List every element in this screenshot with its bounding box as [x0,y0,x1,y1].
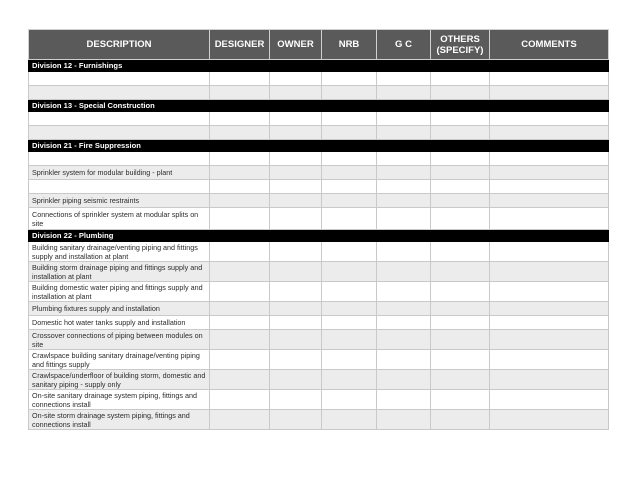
designer-cell[interactable] [210,370,270,390]
comments-cell[interactable] [490,86,609,100]
owner-cell[interactable] [270,410,322,430]
description-cell: Connections of sprinkler system at modular splits on site [29,208,210,230]
designer-cell[interactable] [210,152,270,166]
description-cell: Crawlspace building sanitary drainage/venting piping and fittings supply [29,350,210,370]
description-cell: Crawlspace/underfloor of building storm, domestic and sanitary piping - supply only [29,370,210,390]
designer-cell[interactable] [210,208,270,230]
gc-cell[interactable] [377,194,431,208]
nrb-cell[interactable] [322,302,377,316]
table-row [29,316,609,330]
comments-cell[interactable] [490,208,609,230]
division-title: Division 21 - Fire Suppression [29,140,609,152]
table-row [29,152,609,166]
nrb-cell[interactable] [322,72,377,86]
designer-cell[interactable] [210,72,270,86]
designer-cell[interactable] [210,282,270,302]
designer-cell[interactable] [210,262,270,282]
table-row [29,126,609,140]
gc-cell[interactable] [377,72,431,86]
division-title: Division 22 - Plumbing [29,230,609,242]
owner-cell[interactable] [270,72,322,86]
others-cell[interactable] [431,166,490,180]
description-cell: Building sanitary drainage/venting piping and fittings supply and installation at plant [29,242,210,262]
others-cell[interactable] [431,262,490,282]
table-row [29,208,609,230]
designer-cell[interactable] [210,180,270,194]
designer-cell[interactable] [210,350,270,370]
others-cell[interactable] [431,330,490,350]
division-header-row [29,60,609,72]
nrb-cell[interactable] [322,180,377,194]
comments-cell[interactable] [490,194,609,208]
description-cell [29,180,210,194]
gc-cell[interactable] [377,180,431,194]
table-row [29,330,609,350]
comments-cell[interactable] [490,330,609,350]
owner-cell[interactable] [270,152,322,166]
division-header-row [29,140,609,152]
table-row [29,370,609,390]
designer-cell[interactable] [210,86,270,100]
others-cell[interactable] [431,242,490,262]
table-row [29,180,609,194]
comments-cell[interactable] [490,262,609,282]
description-cell [29,152,210,166]
owner-cell[interactable] [270,302,322,316]
table-row [29,302,609,316]
header-gc: G C [377,30,431,60]
owner-cell[interactable] [270,194,322,208]
nrb-cell[interactable] [322,112,377,126]
comments-cell[interactable] [490,302,609,316]
owner-cell[interactable] [270,282,322,302]
designer-cell[interactable] [210,166,270,180]
gc-cell[interactable] [377,242,431,262]
nrb-cell[interactable] [322,370,377,390]
table-row [29,262,609,282]
comments-cell[interactable] [490,282,609,302]
header-comments: COMMENTS [490,30,609,60]
owner-cell[interactable] [270,166,322,180]
comments-cell[interactable] [490,316,609,330]
comments-cell[interactable] [490,410,609,430]
comments-cell[interactable] [490,152,609,166]
others-cell[interactable] [431,126,490,140]
header-nrb: NRB [322,30,377,60]
description-cell: Plumbing fixtures supply and installation [29,302,210,316]
owner-cell[interactable] [270,180,322,194]
header-description: DESCRIPTION [29,30,210,60]
nrb-cell[interactable] [322,208,377,230]
nrb-cell[interactable] [322,194,377,208]
owner-cell[interactable] [270,242,322,262]
table-row [29,112,609,126]
table-row [29,390,609,410]
others-cell[interactable] [431,350,490,370]
owner-cell[interactable] [270,208,322,230]
description-cell: Building domestic water piping and fittings supply and installation at plant [29,282,210,302]
comments-cell[interactable] [490,390,609,410]
designer-cell[interactable] [210,242,270,262]
designer-cell[interactable] [210,194,270,208]
table-row [29,242,609,262]
others-cell[interactable] [431,112,490,126]
nrb-cell[interactable] [322,86,377,100]
nrb-cell[interactable] [322,390,377,410]
gc-cell[interactable] [377,302,431,316]
nrb-cell[interactable] [322,330,377,350]
gc-cell[interactable] [377,390,431,410]
header-designer: DESIGNER [210,30,270,60]
nrb-cell[interactable] [322,350,377,370]
gc-cell[interactable] [377,126,431,140]
others-cell[interactable] [431,302,490,316]
designer-cell[interactable] [210,330,270,350]
division-header-row [29,100,609,112]
owner-cell[interactable] [270,262,322,282]
others-cell[interactable] [431,316,490,330]
owner-cell[interactable] [270,112,322,126]
gc-cell[interactable] [377,410,431,430]
others-cell[interactable] [431,410,490,430]
nrb-cell[interactable] [322,152,377,166]
description-cell [29,72,210,86]
comments-cell[interactable] [490,72,609,86]
nrb-cell[interactable] [322,282,377,302]
comments-cell[interactable] [490,370,609,390]
comments-cell[interactable] [490,112,609,126]
gc-cell[interactable] [377,166,431,180]
others-cell[interactable] [431,72,490,86]
nrb-cell[interactable] [322,410,377,430]
owner-cell[interactable] [270,370,322,390]
comments-cell[interactable] [490,126,609,140]
description-cell: On-site storm drainage system piping, fittings and connections install [29,410,210,430]
designer-cell[interactable] [210,316,270,330]
table-row [29,350,609,370]
comments-cell[interactable] [490,180,609,194]
table-row [29,410,609,430]
comments-cell[interactable] [490,350,609,370]
owner-cell[interactable] [270,126,322,140]
nrb-cell[interactable] [322,242,377,262]
table-row [29,166,609,180]
owner-cell[interactable] [270,86,322,100]
gc-cell[interactable] [377,86,431,100]
description-cell: Sprinkler system for modular building - plant [29,166,210,180]
description-cell: Sprinkler piping seismic restraints [29,194,210,208]
others-cell[interactable] [431,180,490,194]
designer-cell[interactable] [210,390,270,410]
description-cell: Domestic hot water tanks supply and installation [29,316,210,330]
division-header-row [29,230,609,242]
description-cell: Crossover connections of piping between modules on site [29,330,210,350]
division-title: Division 13 - Special Construction [29,100,609,112]
others-cell[interactable] [431,86,490,100]
gc-cell[interactable] [377,152,431,166]
table-row [29,86,609,100]
owner-cell[interactable] [270,350,322,370]
gc-cell[interactable] [377,112,431,126]
division-title: Division 12 - Furnishings [29,60,609,72]
header-row [29,30,609,60]
description-cell: On-site sanitary drainage system piping, fittings and connections install [29,390,210,410]
gc-cell[interactable] [377,350,431,370]
table-row [29,194,609,208]
table-row [29,282,609,302]
nrb-cell[interactable] [322,262,377,282]
description-cell [29,126,210,140]
gc-cell[interactable] [377,316,431,330]
designer-cell[interactable] [210,126,270,140]
gc-cell[interactable] [377,282,431,302]
responsibility-matrix-table [28,29,609,430]
owner-cell[interactable] [270,316,322,330]
gc-cell[interactable] [377,370,431,390]
header-others: OTHERS (SPECIFY) [431,30,490,60]
others-cell[interactable] [431,370,490,390]
nrb-cell[interactable] [322,126,377,140]
nrb-cell[interactable] [322,316,377,330]
designer-cell[interactable] [210,410,270,430]
gc-cell[interactable] [377,262,431,282]
others-cell[interactable] [431,390,490,410]
gc-cell[interactable] [377,208,431,230]
comments-cell[interactable] [490,242,609,262]
owner-cell[interactable] [270,390,322,410]
nrb-cell[interactable] [322,166,377,180]
others-cell[interactable] [431,208,490,230]
description-cell [29,86,210,100]
others-cell[interactable] [431,194,490,208]
description-cell: Building storm drainage piping and fittings supply and installation at plant [29,262,210,282]
designer-cell[interactable] [210,112,270,126]
header-owner: OWNER [270,30,322,60]
designer-cell[interactable] [210,302,270,316]
comments-cell[interactable] [490,166,609,180]
owner-cell[interactable] [270,330,322,350]
gc-cell[interactable] [377,330,431,350]
others-cell[interactable] [431,282,490,302]
description-cell [29,112,210,126]
table-row [29,72,609,86]
others-cell[interactable] [431,152,490,166]
